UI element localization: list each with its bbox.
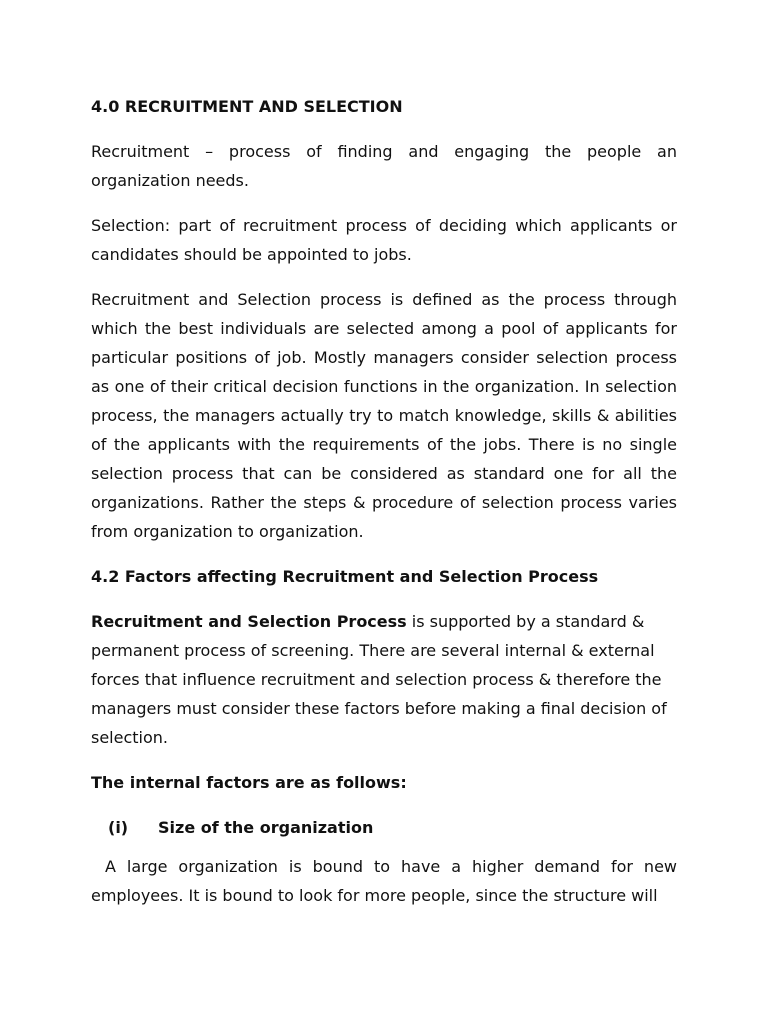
subheading-marker: (i) <box>108 818 129 837</box>
paragraph-process-description: Recruitment and Selection process is defined as the process through which the best individuals are selected among a pool of applicants for particular positions of job. Mostly managers consider selection process as one of their critical decision functions in the organization. In selection process, the managers actually try to match knowledge, skills & abilities of the applicants with the requirements of the jobs. There is no single selection process that can be considered as standard one for all the organizations. Rather the steps & procedure of selection process varies from organization to organization. <box>91 290 677 541</box>
subheading-size-of-organization <box>91 813 677 842</box>
paragraph-recruitment-definition: Recruitment – process of finding and engaging the people an organization needs. <box>91 142 677 190</box>
subheading-text: Size of the organization <box>158 818 374 837</box>
paragraph-size-description: A large organization is bound to have a higher demand for new employees. It is bound to look for more people, since the structure will <box>91 857 677 905</box>
internal-factors-heading: The internal factors are as follows: <box>91 773 407 792</box>
paragraph-bold-lead: Recruitment and Selection Process <box>91 612 407 631</box>
paragraph-factors-overview <box>91 607 677 752</box>
section-heading-recruitment-selection: 4.0 RECRUITMENT AND SELECTION <box>91 97 403 116</box>
document-content <box>91 92 677 926</box>
paragraph-factors-text: is supported by a standard & permanent process of screening. There are several internal & external forces that influence recruitment and selection process & therefore the managers must consider these factors before making a final decision of selection. <box>91 612 667 747</box>
paragraph-selection-definition: Selection: part of recruitment process of deciding which applicants or candidates should be appointed to jobs. <box>91 216 677 264</box>
section-heading-factors: 4.2 Factors affecting Recruitment and Selection Process <box>91 567 599 586</box>
